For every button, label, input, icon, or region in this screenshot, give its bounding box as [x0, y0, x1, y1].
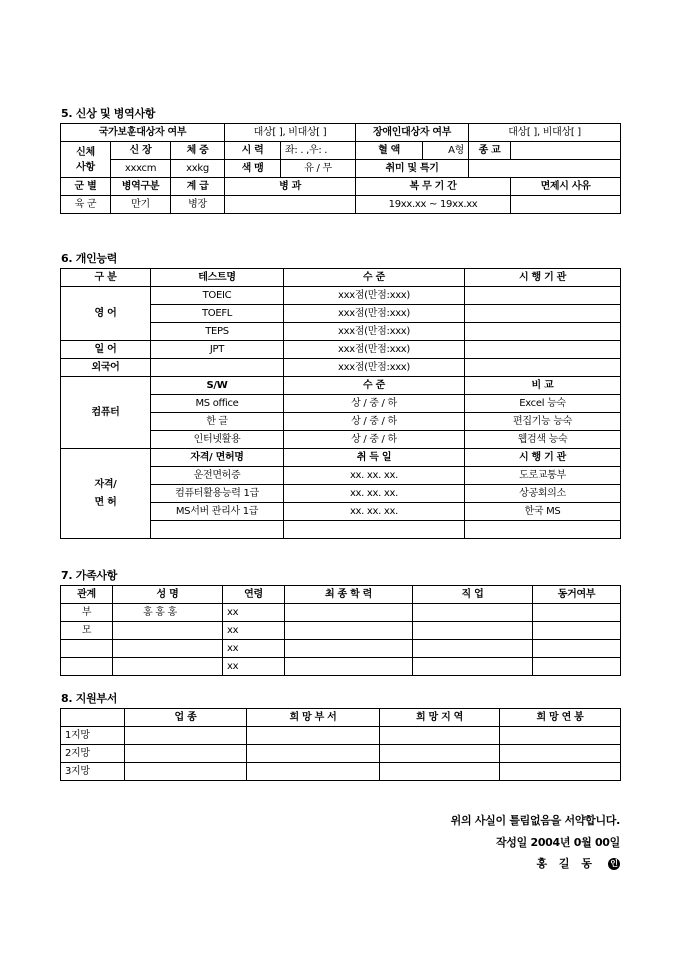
license-name[interactable]: 운전면허증 [151, 467, 284, 485]
mil-branch[interactable]: 육 군 [61, 196, 111, 214]
h-test: 테스트명 [151, 269, 284, 287]
height-label: 신 장 [111, 142, 171, 160]
vision-value[interactable]: 좌: . ,우: . [281, 142, 356, 160]
disabled-label: 장애인대상자 여부 [356, 124, 469, 142]
mil-type-label: 병 과 [225, 178, 356, 196]
signature [536, 855, 620, 871]
english-level[interactable]: xxx점(만점:xxx) [284, 323, 465, 341]
written-date: 작성일 2004년 0월 00일 [495, 836, 620, 849]
blood-label: 혈 액 [356, 142, 423, 160]
english-test[interactable]: TEPS [151, 323, 284, 341]
english-level[interactable]: xxx점(만점:xxx) [284, 287, 465, 305]
choice-salary[interactable] [500, 727, 621, 745]
foreign-level[interactable]: xxx점(만점:xxx) [284, 359, 465, 377]
choice-industry[interactable] [125, 763, 247, 781]
h-level: 수 준 [284, 269, 465, 287]
choice-label: 3지망 [61, 763, 125, 781]
mil-type[interactable] [225, 196, 356, 214]
section-5-title: 5. 신상 및 병역사항 [61, 107, 156, 120]
mil-rank-label: 계 급 [171, 178, 225, 196]
table-row [61, 745, 621, 763]
family-live[interactable] [533, 658, 621, 676]
table-row [61, 727, 621, 745]
mil-period[interactable]: 19xx.xx ~ 19xx.xx [356, 196, 511, 214]
choice-salary[interactable] [500, 763, 621, 781]
sw-compare[interactable]: 웹검색 능숙 [465, 431, 621, 449]
h-rel: 관계 [61, 586, 113, 604]
sw-compare[interactable]: 편집기능 능숙 [465, 413, 621, 431]
table-row [61, 640, 621, 658]
family-rel[interactable]: 부 [61, 604, 113, 622]
religion-value[interactable] [511, 142, 621, 160]
h-sw: S/W [151, 377, 284, 395]
family-job[interactable] [413, 604, 533, 622]
choice-region[interactable] [380, 727, 500, 745]
family-table [60, 585, 621, 676]
license-date[interactable]: xx. xx. xx. [284, 485, 465, 503]
family-live[interactable] [533, 622, 621, 640]
religion-label: 종 교 [469, 142, 511, 160]
foreign-label: 외국어 [61, 359, 151, 377]
license-date[interactable]: xx. xx. xx. [284, 503, 465, 521]
choice-dept[interactable] [247, 727, 380, 745]
license-name[interactable] [151, 521, 284, 539]
vision-label: 시 력 [225, 142, 281, 160]
choice-industry[interactable] [125, 727, 247, 745]
sw-level[interactable]: 상 / 중 / 하 [284, 395, 465, 413]
h-compare: 비 교 [465, 377, 621, 395]
english-test[interactable]: TOEIC [151, 287, 284, 305]
license-date[interactable] [284, 521, 465, 539]
weight-label: 체 중 [171, 142, 225, 160]
license-org[interactable] [465, 521, 621, 539]
veteran-value[interactable]: 대상[ ], 비대상[ ] [225, 124, 356, 142]
family-name[interactable]: 홍 홍 홍 [113, 604, 223, 622]
sw-level[interactable]: 상 / 중 / 하 [284, 431, 465, 449]
table-row [61, 622, 621, 640]
family-job[interactable] [413, 640, 533, 658]
family-live[interactable] [533, 604, 621, 622]
sw-name[interactable]: 인터넷활용 [151, 431, 284, 449]
family-job[interactable] [413, 658, 533, 676]
table-row [61, 604, 621, 622]
family-name[interactable] [113, 622, 223, 640]
english-level[interactable]: xxx점(만점:xxx) [284, 305, 465, 323]
foreign-test[interactable] [151, 359, 284, 377]
hobby-label: 취미 및 특기 [356, 160, 469, 178]
license-name[interactable]: 컴퓨터활용능력 1급 [151, 485, 284, 503]
sw-name[interactable]: 한 글 [151, 413, 284, 431]
h-edu: 최 종 학 력 [285, 586, 413, 604]
mil-status[interactable]: 만기 [111, 196, 171, 214]
weight-value[interactable]: xxkg [171, 160, 225, 178]
mil-rank[interactable]: 병장 [171, 196, 225, 214]
license-label: 자격/ 면 허 [61, 449, 151, 539]
family-rel[interactable]: 모 [61, 622, 113, 640]
h-live: 동거여부 [533, 586, 621, 604]
h-name: 성 명 [113, 586, 223, 604]
family-name[interactable] [113, 658, 223, 676]
section-6-title: 6. 개인능력 [61, 252, 118, 265]
license-org[interactable]: 상공회의소 [465, 485, 621, 503]
h-age: 연령 [223, 586, 285, 604]
license-date[interactable]: xx. xx. xx. [284, 467, 465, 485]
japanese-level[interactable]: xxx점(만점:xxx) [284, 341, 465, 359]
h-div: 구 분 [61, 269, 151, 287]
english-org[interactable] [465, 287, 621, 305]
mil-exempt-label: 면제시 사유 [511, 178, 621, 196]
family-age[interactable]: xx [223, 640, 285, 658]
disabled-value[interactable]: 대상[ ], 비대상[ ] [469, 124, 621, 142]
sw-compare[interactable]: Excel 능숙 [465, 395, 621, 413]
family-rel[interactable] [61, 640, 113, 658]
table-row [61, 763, 621, 781]
license-name[interactable]: MS서버 관리사 1급 [151, 503, 284, 521]
family-name[interactable] [113, 640, 223, 658]
english-org[interactable] [465, 305, 621, 323]
choice-dept[interactable] [247, 745, 380, 763]
height-value[interactable]: xxxcm [111, 160, 171, 178]
choice-salary[interactable] [500, 745, 621, 763]
family-age[interactable]: xx [223, 604, 285, 622]
department-table [60, 708, 621, 781]
h-salary: 희 망 연 봉 [500, 709, 621, 727]
sw-level[interactable]: 상 / 중 / 하 [284, 413, 465, 431]
family-age[interactable]: xx [223, 658, 285, 676]
section-7-title: 7. 가족사항 [61, 569, 118, 582]
family-edu[interactable] [285, 658, 413, 676]
choice-label: 2지망 [61, 745, 125, 763]
seal-icon: 인 [608, 858, 620, 870]
mil-exempt[interactable] [511, 196, 621, 214]
ability-table [60, 268, 621, 539]
computer-label: 컴퓨터 [61, 377, 151, 449]
choice-region[interactable] [380, 763, 500, 781]
h-lic-org: 시 행 기 관 [465, 449, 621, 467]
signer-name: 홍 길 동 [536, 857, 596, 870]
family-job[interactable] [413, 622, 533, 640]
japanese-org[interactable] [465, 341, 621, 359]
h-org: 시 행 기 관 [465, 269, 621, 287]
family-age[interactable]: xx [223, 622, 285, 640]
veteran-label: 국가보훈대상자 여부 [61, 124, 225, 142]
h-region: 희 망 지 역 [380, 709, 500, 727]
family-edu[interactable] [285, 622, 413, 640]
h-lic-name: 자격/ 면허명 [151, 449, 284, 467]
english-org[interactable] [465, 323, 621, 341]
colorblind-label: 색 맹 [225, 160, 281, 178]
sw-name[interactable]: MS office [151, 395, 284, 413]
colorblind-value[interactable]: 유 / 무 [281, 160, 356, 178]
japanese-test[interactable]: JPT [151, 341, 284, 359]
license-org[interactable]: 한국 MS [465, 503, 621, 521]
family-rel[interactable] [61, 658, 113, 676]
h-dept: 희 망 부 서 [247, 709, 380, 727]
personal-military-table [60, 123, 621, 214]
body-label: 신체 사항 [61, 142, 111, 178]
english-test[interactable]: TOEFL [151, 305, 284, 323]
choice-region[interactable] [380, 745, 500, 763]
h-lic-date: 취 득 일 [284, 449, 465, 467]
mil-branch-label: 군 별 [61, 178, 111, 196]
mil-status-label: 병역구분 [111, 178, 171, 196]
family-live[interactable] [533, 640, 621, 658]
h-industry: 업 종 [125, 709, 247, 727]
family-edu[interactable] [285, 604, 413, 622]
choice-label: 1지망 [61, 727, 125, 745]
table-row [61, 658, 621, 676]
mil-period-label: 복 무 기 간 [356, 178, 511, 196]
family-edu[interactable] [285, 640, 413, 658]
license-org[interactable]: 도로교통부 [465, 467, 621, 485]
choice-dept[interactable] [247, 763, 380, 781]
h-blank [61, 709, 125, 727]
choice-industry[interactable] [125, 745, 247, 763]
h-job: 직 업 [413, 586, 533, 604]
h-sw-level: 수 준 [284, 377, 465, 395]
japanese-label: 일 어 [61, 341, 151, 359]
hobby-value[interactable] [469, 160, 621, 178]
english-label: 영 어 [61, 287, 151, 341]
foreign-org[interactable] [465, 359, 621, 377]
section-8-title: 8. 지원부서 [61, 692, 118, 705]
blood-value[interactable]: A형 [423, 142, 469, 160]
pledge-text: 위의 사실이 틀림없음을 서약합니다. [450, 814, 620, 827]
